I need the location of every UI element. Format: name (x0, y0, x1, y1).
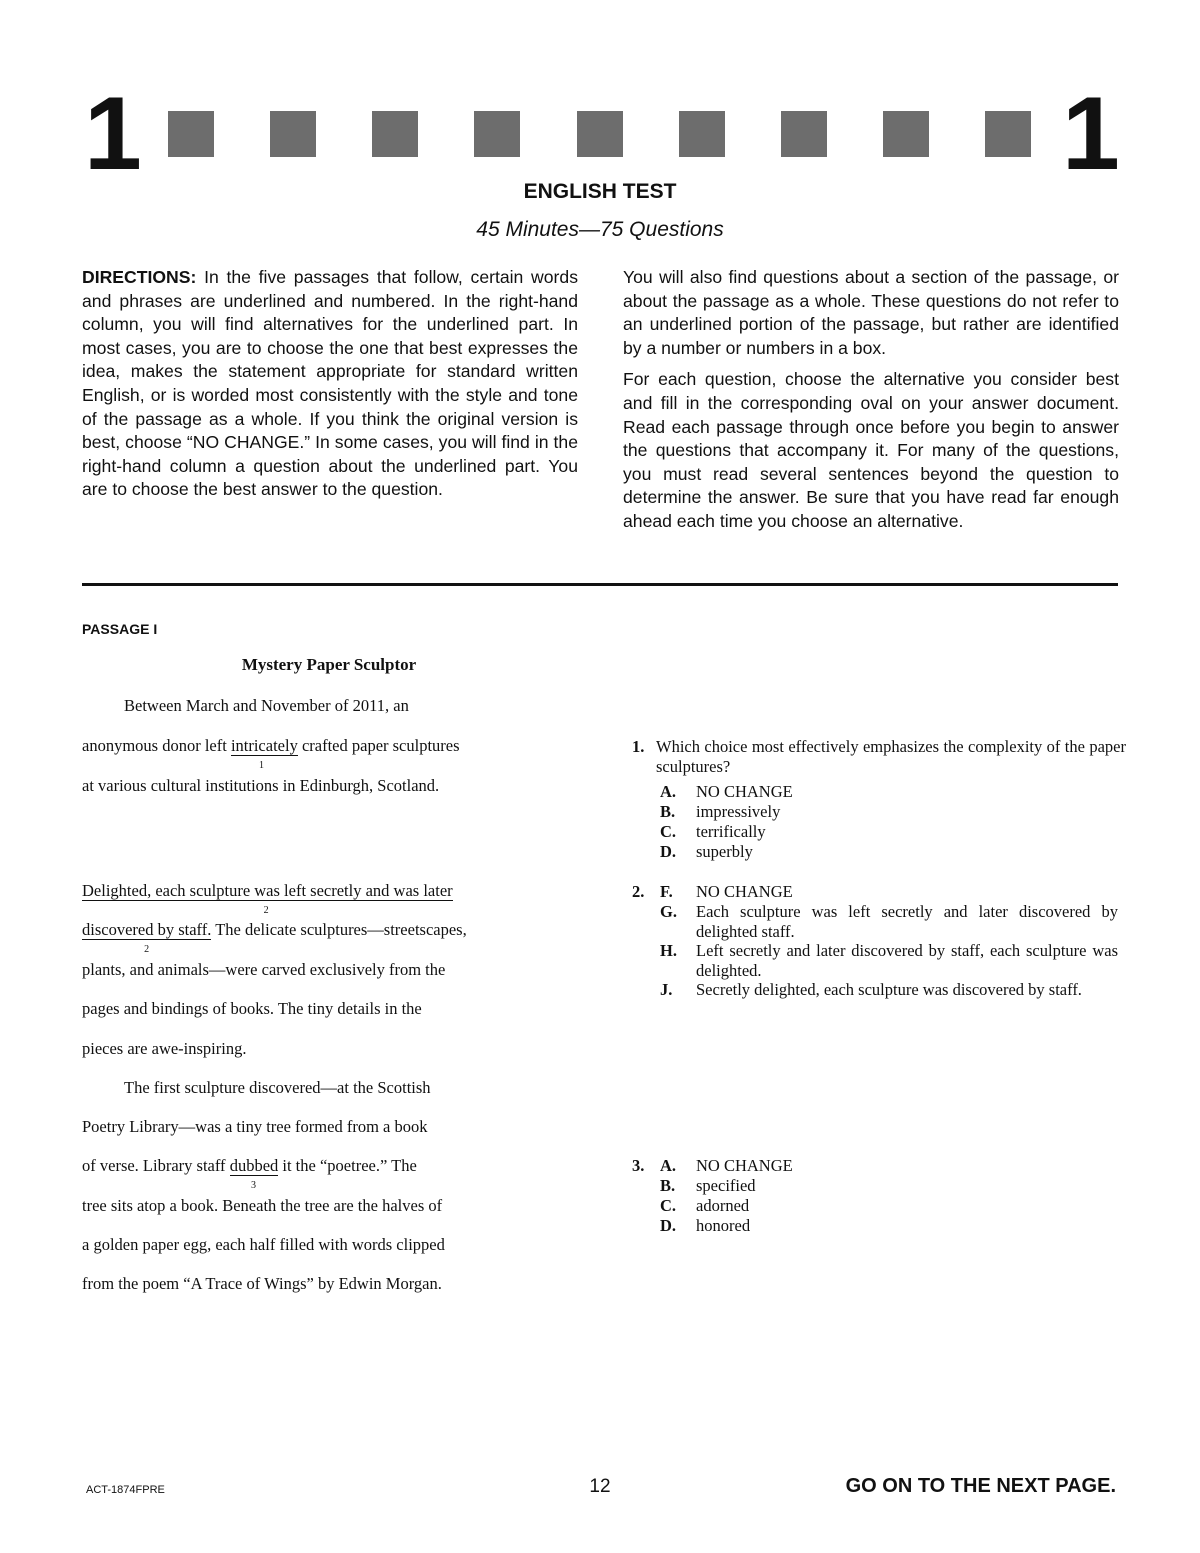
option-letter: J. (660, 980, 673, 999)
option-letter: C. (660, 1196, 677, 1215)
option-text: NO CHANGE (696, 882, 793, 901)
directions-right (623, 266, 1119, 534)
header-square (679, 111, 725, 157)
passage-text: crafted paper sculptures (297, 736, 460, 755)
directions-left-text: In the five passages that follow, certain words and phrases are underlined and numbered. In the right-hand column, you will find alternatives for the underlined part. In most cases, you are to choose the one that best expresses the idea, makes the statement appropriate for standard written English, or is worded most consistently with the style and tone of the passage as a whole. If you think the original version is best, choose “NO CHANGE.” In some cases, you will find in the right-hand column a question about the underlined part. You are to choose the best answer to the question. (82, 267, 578, 500)
option-text: Left secretly and later discovered by staff, each sculpture was delighted. (696, 941, 1118, 980)
next-page-notice: GO ON TO THE NEXT PAGE. (845, 1475, 1116, 1497)
question-number: 2. (632, 882, 645, 901)
directions-right-p2: For each question, choose the alternative you consider best and fill in the corresponding oval on your answer document. Read each passage through once before you begin to answer the questions that accompany it. For many of the questions, you must read several sentences beyond the question to determine the answer. Be sure that you have read far enough ahead each time you choose an alternative. (623, 369, 1119, 531)
option-letter: A. (660, 782, 677, 801)
option-letter: G. (660, 902, 677, 921)
option-letter: D. (660, 1216, 677, 1235)
passage-line: The first sculpture discovered—at the Scottish (124, 1078, 431, 1097)
underlined-part-2a (82, 881, 453, 916)
underlined-text: discovered by staff. (82, 920, 212, 939)
header-square (985, 111, 1031, 157)
header-square (577, 111, 623, 157)
question-marker: 1 (259, 760, 265, 771)
question-number: 1. (632, 737, 645, 756)
passage-line (82, 736, 460, 771)
option-text: honored (696, 1216, 751, 1235)
question-3 (632, 1156, 1126, 1246)
underlined-part-2b (82, 920, 212, 955)
passage-line: plants, and animals—were carved exclusively from the (82, 960, 446, 979)
question-marker: 2 (263, 905, 269, 916)
option-letter: B. (660, 1176, 676, 1195)
header-square (270, 111, 316, 157)
question-stem: Which choice most effectively emphasizes the complexity of the paper sculptures? (656, 737, 1126, 776)
header-square (372, 111, 418, 157)
option-letter: C. (660, 822, 677, 841)
option-letter: B. (660, 802, 676, 821)
passage-text: The delicate sculptures—streetscapes, (211, 920, 467, 939)
header-square (474, 111, 520, 157)
option-letter: A. (660, 1156, 677, 1175)
passage-line: Between March and November of 2011, an (124, 696, 409, 715)
passage-text: of verse. Library staff (82, 1156, 230, 1175)
underlined-part-1 (230, 736, 298, 771)
header-square (781, 111, 827, 157)
passage-text: anonymous donor left (82, 736, 231, 755)
passage-line: tree sits atop a book. Beneath the tree are the halves of (82, 1196, 443, 1215)
question-marker: 2 (144, 944, 150, 955)
option-text: NO CHANGE (696, 1156, 793, 1175)
passage-line (82, 881, 453, 916)
passage-line: a golden paper egg, each half filled with words clipped (82, 1235, 445, 1254)
option-text: terrifically (696, 822, 766, 841)
option-letter: D. (660, 842, 677, 861)
option-letter: F. (660, 882, 673, 901)
passage-line (82, 920, 467, 955)
form-code: ACT-1874FPRE (86, 1484, 165, 1496)
section-number-left: 1 (84, 76, 142, 192)
underlined-text: dubbed (229, 1156, 279, 1175)
question-2 (632, 882, 1126, 1022)
option-text: NO CHANGE (696, 782, 793, 801)
header-square (168, 111, 214, 157)
question-marker: 3 (251, 1180, 257, 1191)
section-number-right: 1 (1062, 76, 1120, 192)
passage-line: pieces are awe-inspiring. (82, 1039, 247, 1058)
underlined-part-3 (229, 1156, 279, 1191)
question-number: 3. (632, 1156, 645, 1175)
passage-text: it the “poetree.” The (278, 1156, 417, 1175)
option-text: Secretly delighted, each sculpture was discovered by staff. (696, 980, 1082, 999)
test-title: ENGLISH TEST (523, 180, 677, 203)
option-text: impressively (696, 802, 781, 821)
test-subtitle: 45 Minutes—75 Questions (476, 218, 724, 241)
passage-line: at various cultural institutions in Edinburgh, Scotland. (82, 776, 440, 795)
underlined-text: Delighted, each sculpture was left secretly and was later (82, 881, 453, 900)
header-square (883, 111, 929, 157)
directions-right-p1: You will also find questions about a section of the passage, or about the passage as a whole. These questions do not refer to an underlined portion of the passage, but rather are identified by a number or numbers in a box. (623, 267, 1119, 358)
passage-title: Mystery Paper Sculptor (241, 655, 417, 674)
page-number: 12 (589, 1476, 611, 1497)
option-text: specified (696, 1176, 756, 1195)
option-text: Each sculpture was left secretly and later discovered by delighted staff. (696, 902, 1118, 941)
directions-label: DIRECTIONS: (82, 267, 197, 287)
directions-left (82, 266, 578, 502)
passage-line (82, 1156, 417, 1191)
passage-line: from the poem “A Trace of Wings” by Edwin Morgan. (82, 1274, 442, 1293)
option-letter: H. (660, 941, 677, 960)
passage-line: pages and bindings of books. The tiny details in the (82, 999, 422, 1018)
option-text: adorned (696, 1196, 750, 1215)
underlined-text: intricately (230, 736, 298, 755)
question-1 (632, 737, 1126, 867)
passage-label: PASSAGE I (82, 621, 158, 637)
section-divider (82, 583, 1118, 586)
passage-line: Poetry Library—was a tiny tree formed from a book (82, 1117, 428, 1136)
option-text: superbly (696, 842, 753, 861)
